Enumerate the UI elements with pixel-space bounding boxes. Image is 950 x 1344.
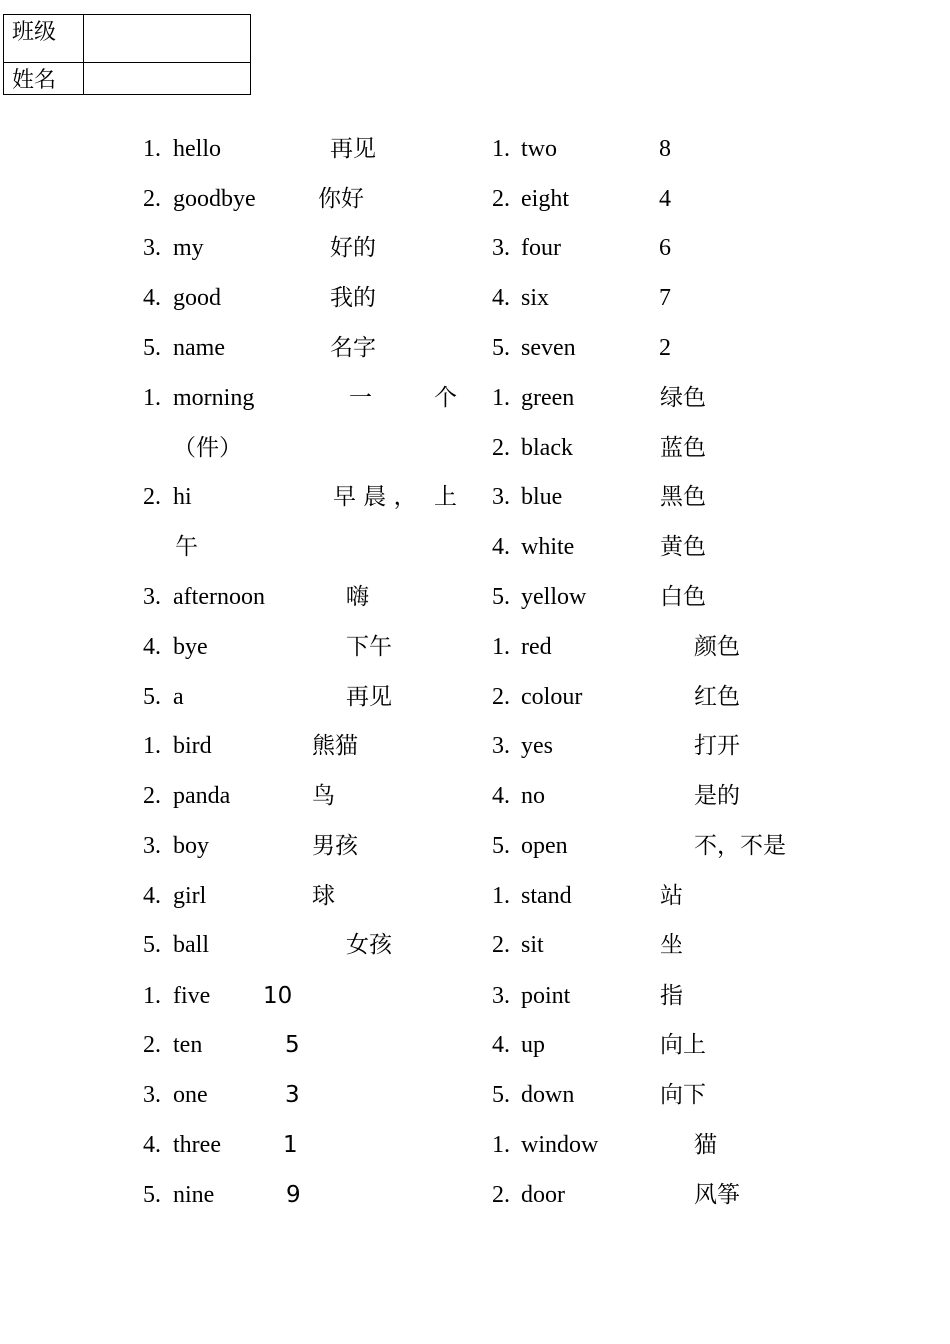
item-number: 5.: [143, 932, 161, 958]
chinese-meaning: 5: [285, 1032, 300, 1058]
english-word: five: [173, 983, 211, 1009]
english-word: window: [521, 1132, 599, 1158]
chinese-meaning: 4: [659, 186, 671, 212]
english-word: girl: [173, 883, 207, 909]
english-word: six: [521, 285, 550, 311]
english-word: four: [521, 235, 561, 261]
item-number: 5.: [492, 833, 510, 859]
chinese-meaning: 坐: [660, 932, 683, 958]
english-word: three: [173, 1132, 221, 1158]
english-word: two: [521, 136, 557, 162]
english-word: up: [521, 1032, 545, 1058]
chinese-meaning: 男孩: [312, 833, 358, 859]
english-word: my: [173, 235, 204, 261]
item-number: 1.: [492, 1132, 510, 1158]
chinese-meaning: 6: [659, 235, 671, 261]
item-number: 1.: [143, 385, 161, 411]
item-number: 1.: [492, 136, 510, 162]
chinese-meaning: 绿色: [660, 385, 706, 411]
chinese-meaning: 鸟: [312, 783, 335, 809]
chinese-meaning-part: 早 晨 ，: [333, 484, 417, 510]
chinese-meaning: 女孩: [346, 932, 392, 958]
chinese-meaning: 下午: [346, 634, 392, 660]
item-number: 4.: [143, 634, 161, 660]
item-number: 1.: [492, 883, 510, 909]
chinese-meaning: 站: [660, 883, 683, 909]
english-word: morning: [173, 385, 255, 411]
name-field[interactable]: [84, 63, 251, 95]
item-number: 1.: [492, 385, 510, 411]
chinese-meaning: 球: [312, 883, 335, 909]
item-number: 5.: [492, 1082, 510, 1108]
item-number: 4.: [143, 1132, 161, 1158]
item-number: 5.: [143, 335, 161, 361]
item-number: 1.: [143, 983, 161, 1009]
item-number: 4.: [492, 285, 510, 311]
chinese-meaning: 猫: [694, 1132, 717, 1158]
chinese-meaning: 10: [263, 983, 293, 1009]
english-word: no: [521, 783, 545, 809]
item-number: 1.: [492, 634, 510, 660]
item-number: 2.: [143, 783, 161, 809]
chinese-meaning: 打开: [694, 733, 740, 759]
english-word: hi: [173, 484, 192, 510]
english-word: seven: [521, 335, 576, 361]
chinese-meaning: 风筝: [694, 1182, 740, 1208]
item-number: 4.: [143, 883, 161, 909]
english-word: panda: [173, 783, 231, 809]
english-word: nine: [173, 1182, 215, 1208]
english-word: green: [521, 385, 575, 411]
english-word: black: [521, 435, 573, 461]
chinese-meaning: 名字: [330, 335, 376, 361]
item-number: 2.: [492, 932, 510, 958]
chinese-meaning: 向下: [660, 1082, 706, 1108]
student-info-table: [3, 14, 251, 95]
english-word: stand: [521, 883, 572, 909]
chinese-meaning: 蓝色: [660, 435, 706, 461]
item-number: 3.: [492, 484, 510, 510]
english-word: goodbye: [173, 186, 256, 212]
chinese-meaning: 黑色: [660, 484, 706, 510]
chinese-meaning: 不，不是: [694, 833, 786, 859]
english-word: blue: [521, 484, 563, 510]
chinese-meaning: 熊猫: [312, 733, 358, 759]
english-word: bye: [173, 634, 208, 660]
class-field[interactable]: [84, 15, 251, 63]
english-word: ball: [173, 932, 209, 958]
item-number: 2.: [492, 1182, 510, 1208]
chinese-meaning-part: 上: [434, 484, 457, 510]
chinese-meaning: 嗨: [346, 584, 369, 610]
english-word: name: [173, 335, 225, 361]
chinese-meaning: 指: [660, 983, 683, 1009]
chinese-meaning: 3: [285, 1082, 300, 1108]
name-label: 姓名: [4, 63, 84, 95]
english-word: good: [173, 285, 221, 311]
english-word: down: [521, 1082, 575, 1108]
chinese-meaning: 颜色: [694, 634, 740, 660]
item-number: 2.: [143, 186, 161, 212]
item-number: 5.: [143, 1182, 161, 1208]
chinese-meaning-wrap: 午: [175, 534, 198, 560]
chinese-meaning: 9: [286, 1182, 301, 1208]
chinese-meaning: 再见: [330, 136, 376, 162]
item-number: 5.: [492, 335, 510, 361]
item-number: 5.: [492, 584, 510, 610]
chinese-meaning-part: 一: [349, 385, 372, 411]
item-number: 3.: [143, 235, 161, 261]
english-word: one: [173, 1082, 208, 1108]
chinese-meaning: 好的: [330, 235, 376, 261]
chinese-meaning: 再见: [346, 684, 392, 710]
chinese-meaning-part: 个: [434, 385, 457, 411]
english-word: point: [521, 983, 571, 1009]
item-number: 3.: [143, 833, 161, 859]
item-number: 3.: [492, 733, 510, 759]
item-number: 1.: [143, 733, 161, 759]
item-number: 1.: [143, 136, 161, 162]
english-word: red: [521, 634, 552, 660]
item-number: 3.: [143, 1082, 161, 1108]
chinese-meaning: 红色: [694, 684, 740, 710]
english-word: ten: [173, 1032, 203, 1058]
chinese-meaning: 我的: [330, 285, 376, 311]
chinese-meaning: 黄色: [660, 534, 706, 560]
item-number: 2.: [492, 684, 510, 710]
chinese-meaning: 7: [659, 285, 671, 311]
item-number: 4.: [143, 285, 161, 311]
english-word: bird: [173, 733, 212, 759]
item-number: 2.: [492, 186, 510, 212]
item-number: 4.: [492, 783, 510, 809]
item-number: 2.: [492, 435, 510, 461]
item-number: 4.: [492, 534, 510, 560]
english-word: yellow: [521, 584, 587, 610]
chinese-meaning: 2: [659, 335, 671, 361]
english-word: open: [521, 833, 568, 859]
chinese-meaning: 你好: [318, 186, 364, 212]
item-number: 3.: [492, 235, 510, 261]
english-word: afternoon: [173, 584, 265, 610]
item-number: 4.: [492, 1032, 510, 1058]
chinese-meaning: 白色: [660, 584, 706, 610]
chinese-meaning-wrap: （件）: [173, 435, 242, 461]
english-word: boy: [173, 833, 209, 859]
item-number: 2.: [143, 1032, 161, 1058]
item-number: 5.: [143, 684, 161, 710]
chinese-meaning: 1: [283, 1132, 298, 1158]
class-label: 班级: [4, 15, 84, 63]
english-word: colour: [521, 684, 583, 710]
chinese-meaning: 向上: [660, 1032, 706, 1058]
english-word: hello: [173, 136, 221, 162]
english-word: door: [521, 1182, 565, 1208]
english-word: white: [521, 534, 575, 560]
chinese-meaning: 是的: [694, 783, 740, 809]
item-number: 3.: [492, 983, 510, 1009]
item-number: 2.: [143, 484, 161, 510]
chinese-meaning: 8: [659, 136, 671, 162]
english-word: yes: [521, 733, 553, 759]
item-number: 3.: [143, 584, 161, 610]
english-word: a: [173, 684, 184, 710]
english-word: sit: [521, 932, 544, 958]
english-word: eight: [521, 186, 569, 212]
